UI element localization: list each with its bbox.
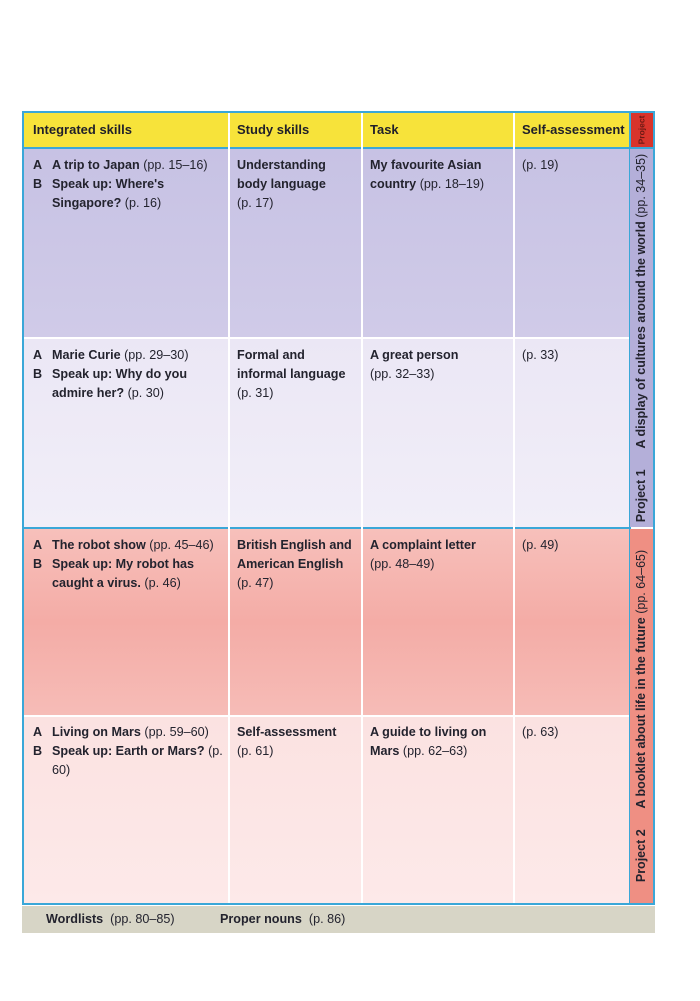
row2-task: A great person (pp. 32–33) [370,348,459,381]
lesson-item: A The robot show (pp. 45–46) [33,538,214,552]
lesson-item: B Speak up: My robot has caught a virus. (p. 46) [33,557,195,590]
lesson-item: B Speak up: Earth or Mars? (p. 60) [33,744,223,777]
row2-study-skills: Formal and informal language (p. 31) [237,348,346,400]
header-task: Task [370,122,399,137]
row1-integrated-skills [33,156,225,213]
column-divider [228,113,230,903]
lesson-item: B Speak up: Why do you admire her? (p. 30) [33,367,188,400]
row-divider [24,337,630,339]
reference-footer [22,906,655,933]
project-header-tab: Project [630,113,653,149]
column-divider [513,113,515,903]
row3-self-assessment: (p. 49) [522,538,559,552]
lesson-item: A Living on Mars (pp. 59–60) [33,725,209,739]
proper-nouns-entry: Proper nouns (p. 86) [220,912,346,926]
project-1-sidebar [630,149,653,527]
wordlists-entry: Wordlists (pp. 80–85) [46,912,175,926]
unit-group-divider [24,527,630,529]
header-integrated-skills: Integrated skills [33,122,132,137]
lesson-item: A A trip to Japan (pp. 15–16) [33,158,208,172]
row4-study-skills: Self-assessment (p. 61) [237,725,337,758]
row-divider [24,715,630,717]
row1-task: My favourite Asian country (pp. 18–19) [370,158,485,191]
row1-study-skills: Understanding body language (p. 17) [237,158,326,210]
lesson-item: B Speak up: Where's Singapore? (p. 16) [33,177,165,210]
row4-integrated-skills [33,723,225,780]
row2-self-assessment: (p. 33) [522,348,559,362]
project-1-label: Project 1 A display of cultures around the world (pp. 34–35) [634,153,649,523]
project-2-sidebar [630,529,653,903]
row3-task: A complaint letter (pp. 48–49) [370,538,476,571]
table-header [24,113,630,149]
header-study-skills: Study skills [237,122,310,137]
column-divider [361,113,363,903]
row3-study-skills: British English and American English (p. 47) [237,538,352,590]
row4-task: A guide to living on Mars (pp. 62–63) [370,725,487,758]
row2-integrated-skills [33,346,225,403]
lesson-item: A Marie Curie (pp. 29–30) [33,348,189,362]
row3-integrated-skills [33,536,225,593]
row4-self-assessment: (p. 63) [522,725,559,739]
row1-self-assessment: (p. 19) [522,158,559,172]
header-self-assessment: Self-assessment [522,122,625,137]
project-2-label: Project 2 A booklet about life in the future (pp. 64–65) [634,549,649,883]
